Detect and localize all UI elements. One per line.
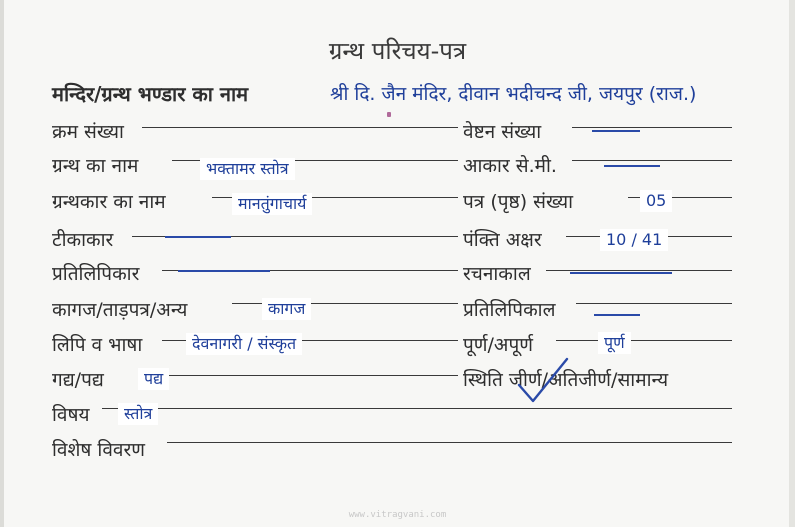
size-cm-label: आकार से.मी. — [463, 155, 557, 177]
material-value: कागज — [262, 298, 311, 320]
prose-verse-value: पद्य — [138, 368, 169, 390]
prose-verse-label: गद्य/पद्य — [52, 369, 104, 391]
composition-period-dash — [570, 272, 672, 274]
serial-number-line — [142, 127, 458, 128]
author-name-label: ग्रन्थकार का नाम — [52, 191, 166, 213]
wrapper-number-dash — [592, 130, 640, 132]
temple-label: मन्दिर/ग्रन्थ भण्डार का नाम — [52, 82, 249, 106]
author-name-value: मानतुंगाचार्य — [232, 193, 312, 215]
composition-period-line — [546, 270, 732, 271]
condition-label: स्थिति जीर्ण/अतिजीर्ण/सामान्य — [463, 369, 669, 391]
commentator-label: टीकाकार — [52, 229, 114, 251]
wrapper-number-line — [572, 127, 732, 128]
wrapper-number-label: वेष्टन संख्या — [463, 121, 542, 143]
composition-period-label: रचनाकाल — [463, 263, 531, 285]
size-cm-line — [572, 160, 732, 161]
ink-speck — [387, 112, 391, 117]
commentator-dash — [165, 236, 231, 238]
temple-value: श्री दि. जैन मंदिर, दीवान भदीचन्द जी, जयपुर (राज.) — [330, 83, 697, 105]
lines-letters-value: 10 / 41 — [600, 229, 668, 251]
special-details-label: विशेष विवरण — [52, 439, 145, 461]
complete-incomplete-line — [556, 340, 732, 341]
form-title: ग्रन्थ परिचय-पत्र — [328, 37, 467, 65]
subject-label: विषय — [52, 404, 90, 426]
copy-period-line — [576, 303, 732, 304]
complete-incomplete-value: पूर्ण — [598, 332, 631, 354]
copyist-label: प्रतिलिपिकार — [52, 263, 140, 285]
serial-number-label: क्रम संख्या — [52, 121, 124, 143]
folio-count-value: 05 — [640, 190, 672, 212]
size-cm-dash — [604, 165, 660, 167]
copyist-dash — [178, 270, 270, 272]
prose-verse-line — [138, 375, 458, 376]
checkmark-icon — [515, 355, 571, 411]
script-language-label: लिपि व भाषा — [52, 334, 143, 356]
granth-name-label: ग्रन्थ का नाम — [52, 155, 139, 177]
card-left-edge — [0, 0, 4, 527]
material-label: कागज/ताड़पत्र/अन्य — [52, 299, 188, 321]
subject-value: स्तोत्र — [118, 403, 158, 425]
watermark: www.vitragvani.com — [348, 510, 447, 520]
folio-count-label: पत्र (पृष्ठ) संख्या — [463, 191, 574, 213]
copy-period-label: प्रतिलिपिकाल — [463, 299, 556, 321]
card-right-edge — [789, 0, 795, 527]
special-details-line — [167, 442, 732, 443]
script-language-value: देवनागरी / संस्कृत — [186, 333, 302, 355]
granth-name-value: भक्तामर स्तोत्र — [200, 158, 295, 180]
subject-line — [102, 408, 732, 409]
copy-period-dash — [594, 314, 640, 316]
lines-letters-label: पंक्ति अक्षर — [463, 229, 542, 251]
complete-incomplete-label: पूर्ण/अपूर्ण — [463, 334, 533, 356]
